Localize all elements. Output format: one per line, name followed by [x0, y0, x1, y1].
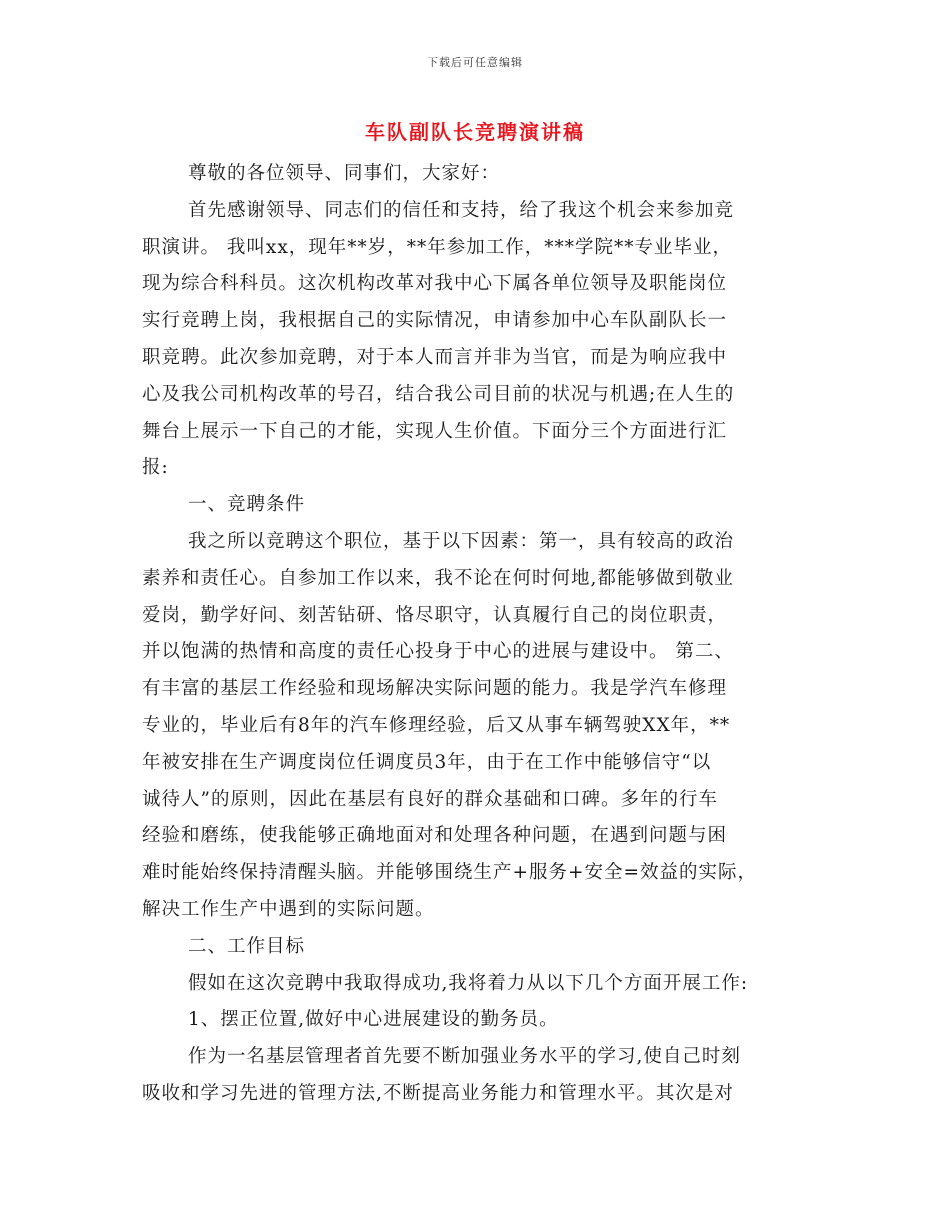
- text-line: 解决工作生产中遇到的实际问题。: [142, 898, 435, 920]
- header-note: 下载后可任意编辑: [427, 56, 523, 69]
- text-line: 1、摆正位置,做好中心进展建设的勤务员。: [188, 1009, 559, 1031]
- text-line: 作为一名基层管理者首先要不断加强业务水平的学习,使自己时刻: [188, 1046, 741, 1068]
- text-line: 职竞聘。此次参加竞聘，对于本人而言并非为当官，而是为响应我中: [142, 346, 728, 368]
- text-line: 假如在这次竞聘中我取得成功,我将着力从以下几个方面开展工作:: [188, 972, 749, 994]
- text-line: 一、竞聘条件: [188, 494, 306, 516]
- text-line: 现为综合科科员。这次机构改革对我中心下属各单位领导及职能岗位: [142, 273, 728, 295]
- text-line: 素养和责任心。自参加工作以来，我不论在何时何地,都能够做到敬业: [142, 567, 734, 589]
- text-line: 实行竞聘上岗，我根据自己的实际情况，申请参加中心车队副队长一: [142, 310, 728, 332]
- text-line: 我之所以竞聘这个职位，基于以下因素：第一，具有较高的政治: [188, 530, 735, 552]
- text-line: 难时能始终保持清醒头脑。并能够围绕生产+服务+安全=效益的实际，: [142, 862, 758, 884]
- text-line: 吸收和学习先进的管理方法,不断提高业务能力和管理水平。其次是对: [142, 1082, 734, 1104]
- text-line: 并以饱满的热情和高度的责任心投身于中心的进展与建设中。 第二、: [142, 641, 734, 663]
- text-line: 诚待人”的原则，因此在基层有良好的群众基础和口碑。多年的行车: [142, 788, 718, 810]
- text-line: 二、工作目标: [188, 935, 306, 957]
- text-line: 年被安排在生产调度岗位任调度员3年，由于在工作中能够信守“以: [142, 751, 712, 773]
- text-line: 心及我公司机构改革的号召，结合我公司目前的状况与机遇;在人生的: [142, 383, 735, 405]
- text-line: 尊敬的各位领导、同事们，大家好：: [188, 163, 501, 184]
- text-line: 职演讲。 我叫xx，现年**岁，**年参加工作，***学院**专业毕业，: [142, 236, 732, 258]
- text-line: 首先感谢领导、同志们的信任和支持，给了我这个机会来参加竞: [188, 199, 735, 221]
- document-body: [142, 156, 810, 1113]
- text-line: 舞台上展示一下自己的才能，实现人生价值。下面分三个方面进行汇: [142, 420, 728, 442]
- document-title: 车队副队长竞聘演讲稿: [365, 120, 585, 144]
- text-line: 爱岗，勤学好问、刻苦钻研、恪尽职守，认真履行自己的岗位职责，: [142, 604, 728, 626]
- text-line: 有丰富的基层工作经验和现场解决实际问题的能力。我是学汽车修理: [142, 678, 728, 700]
- text-line: 报:: [142, 457, 169, 479]
- text-line: 专业的，毕业后有8年的汽车修理经验，后又从事车辆驾驶XX年，**: [142, 714, 731, 736]
- text-line: 经验和磨练，使我能够正确地面对和处理各种问题，在遇到问题与困: [142, 825, 728, 847]
